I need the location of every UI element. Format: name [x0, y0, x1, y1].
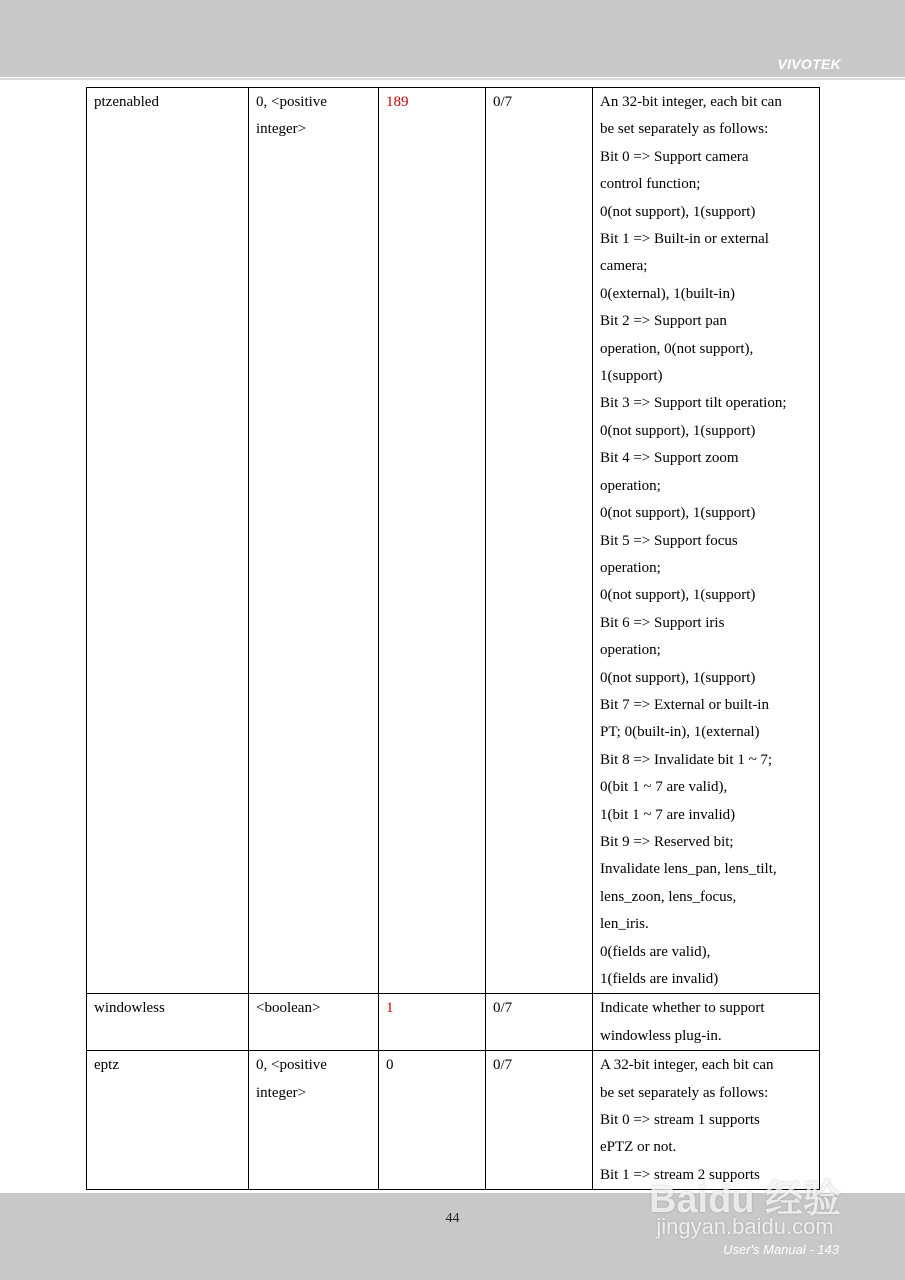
description-line: 1(support) [600, 368, 663, 385]
footer-band [0, 1193, 905, 1280]
watermark-url: jingyan.baidu.com [656, 1214, 834, 1239]
param-name: ptzenabled [94, 94, 159, 110]
description-line: operation; [600, 559, 661, 576]
description-line: Bit 9 => Reserved bit; [600, 833, 734, 850]
param-default: 0 [386, 1057, 394, 1074]
param-security-cell [486, 994, 593, 1051]
description-line: control function; [600, 176, 701, 193]
param-security: 0/7 [493, 1000, 513, 1017]
param-value-cell [249, 88, 379, 994]
header-band [0, 0, 905, 77]
param-name-cell [87, 994, 249, 1051]
param-value-line: integer> [256, 1084, 307, 1101]
description-line: Bit 4 => Support zoom [600, 450, 739, 467]
param-security-cell [486, 1051, 593, 1190]
description-line: be set separately as follows: [600, 121, 769, 138]
description-line: Bit 6 => Support iris [600, 614, 725, 631]
param-default-cell [379, 1051, 486, 1190]
description-line: operation; [600, 477, 661, 494]
description-line: lens_zoon, lens_focus, [600, 888, 737, 905]
param-description-cell [593, 1051, 820, 1190]
description-line: PT; 0(built-in), 1(external) [600, 724, 760, 741]
description-line: 0(not support), 1(support) [600, 203, 756, 220]
param-default-cell [379, 994, 486, 1051]
param-security: 0/7 [493, 1057, 513, 1074]
param-default-cell [379, 88, 486, 994]
description-line: len_iris. [600, 916, 649, 933]
param-value-line: <boolean> [256, 1000, 321, 1017]
description-line: Bit 0 => Support camera [600, 148, 749, 165]
param-description-cell [593, 88, 820, 994]
watermark-logo: Baidu 经验 [648, 1179, 842, 1221]
description-line: 0(fields are valid), [600, 943, 711, 960]
brand-logo: VIVOTEK [777, 56, 841, 72]
param-value-line: integer> [256, 121, 307, 138]
description-line: Bit 1 => stream 2 supports [600, 1166, 760, 1183]
manual-page-label: User's Manual - 143 [723, 1242, 839, 1257]
param-value-cell [249, 1051, 379, 1190]
description-line: 0(bit 1 ~ 7 are valid), [600, 779, 728, 796]
description-line: An 32-bit integer, each bit can [600, 94, 782, 110]
page-number: 44 [445, 1211, 460, 1226]
description-line: be set separately as follows: [600, 1084, 769, 1101]
parameter-table [86, 87, 820, 1190]
description-line: 0(not support), 1(support) [600, 422, 756, 439]
description-line: Bit 1 => Built-in or external [600, 231, 769, 248]
description-line: Bit 0 => stream 1 supports [600, 1112, 760, 1129]
description-line: windowless plug-in. [600, 1027, 722, 1044]
description-line: Bit 5 => Support focus [600, 532, 738, 549]
description-line: Indicate whether to support [600, 1000, 765, 1017]
description-line: Bit 7 => External or built-in [600, 696, 769, 713]
description-line: ePTZ or not. [600, 1139, 677, 1156]
description-line: Bit 2 => Support pan [600, 313, 727, 330]
description-line: 0(not support), 1(support) [600, 587, 756, 604]
param-value-cell [249, 994, 379, 1051]
description-line: camera; [600, 258, 648, 275]
description-line: 0(not support), 1(support) [600, 505, 756, 522]
description-line: operation, 0(not support), [600, 340, 754, 357]
table-row [87, 994, 820, 1051]
description-line: 0(external), 1(built-in) [600, 285, 735, 302]
param-description-cell [593, 994, 820, 1051]
description-line: operation; [600, 642, 661, 659]
description-line: Bit 3 => Support tilt operation; [600, 395, 787, 412]
param-name: windowless [94, 1000, 165, 1017]
param-name-cell [87, 1051, 249, 1190]
param-name-cell [87, 88, 249, 994]
description-line: Bit 8 => Invalidate bit 1 ~ 7; [600, 751, 773, 768]
description-line: Invalidate lens_pan, lens_tilt, [600, 861, 777, 878]
param-default: 189 [386, 94, 409, 110]
description-line: A 32-bit integer, each bit can [600, 1057, 774, 1074]
param-security-cell [486, 88, 593, 994]
header-rule [0, 78, 905, 80]
param-value-line: 0, <positive [256, 1057, 327, 1074]
description-line: 1(fields are invalid) [600, 971, 719, 987]
param-name: eptz [94, 1057, 119, 1074]
param-security: 0/7 [493, 94, 513, 110]
description-line: 0(not support), 1(support) [600, 669, 756, 686]
param-value-line: 0, <positive [256, 94, 327, 110]
table-row [87, 1051, 820, 1190]
table-row [87, 88, 820, 994]
param-default: 1 [386, 1000, 394, 1017]
description-line: 1(bit 1 ~ 7 are invalid) [600, 806, 736, 823]
